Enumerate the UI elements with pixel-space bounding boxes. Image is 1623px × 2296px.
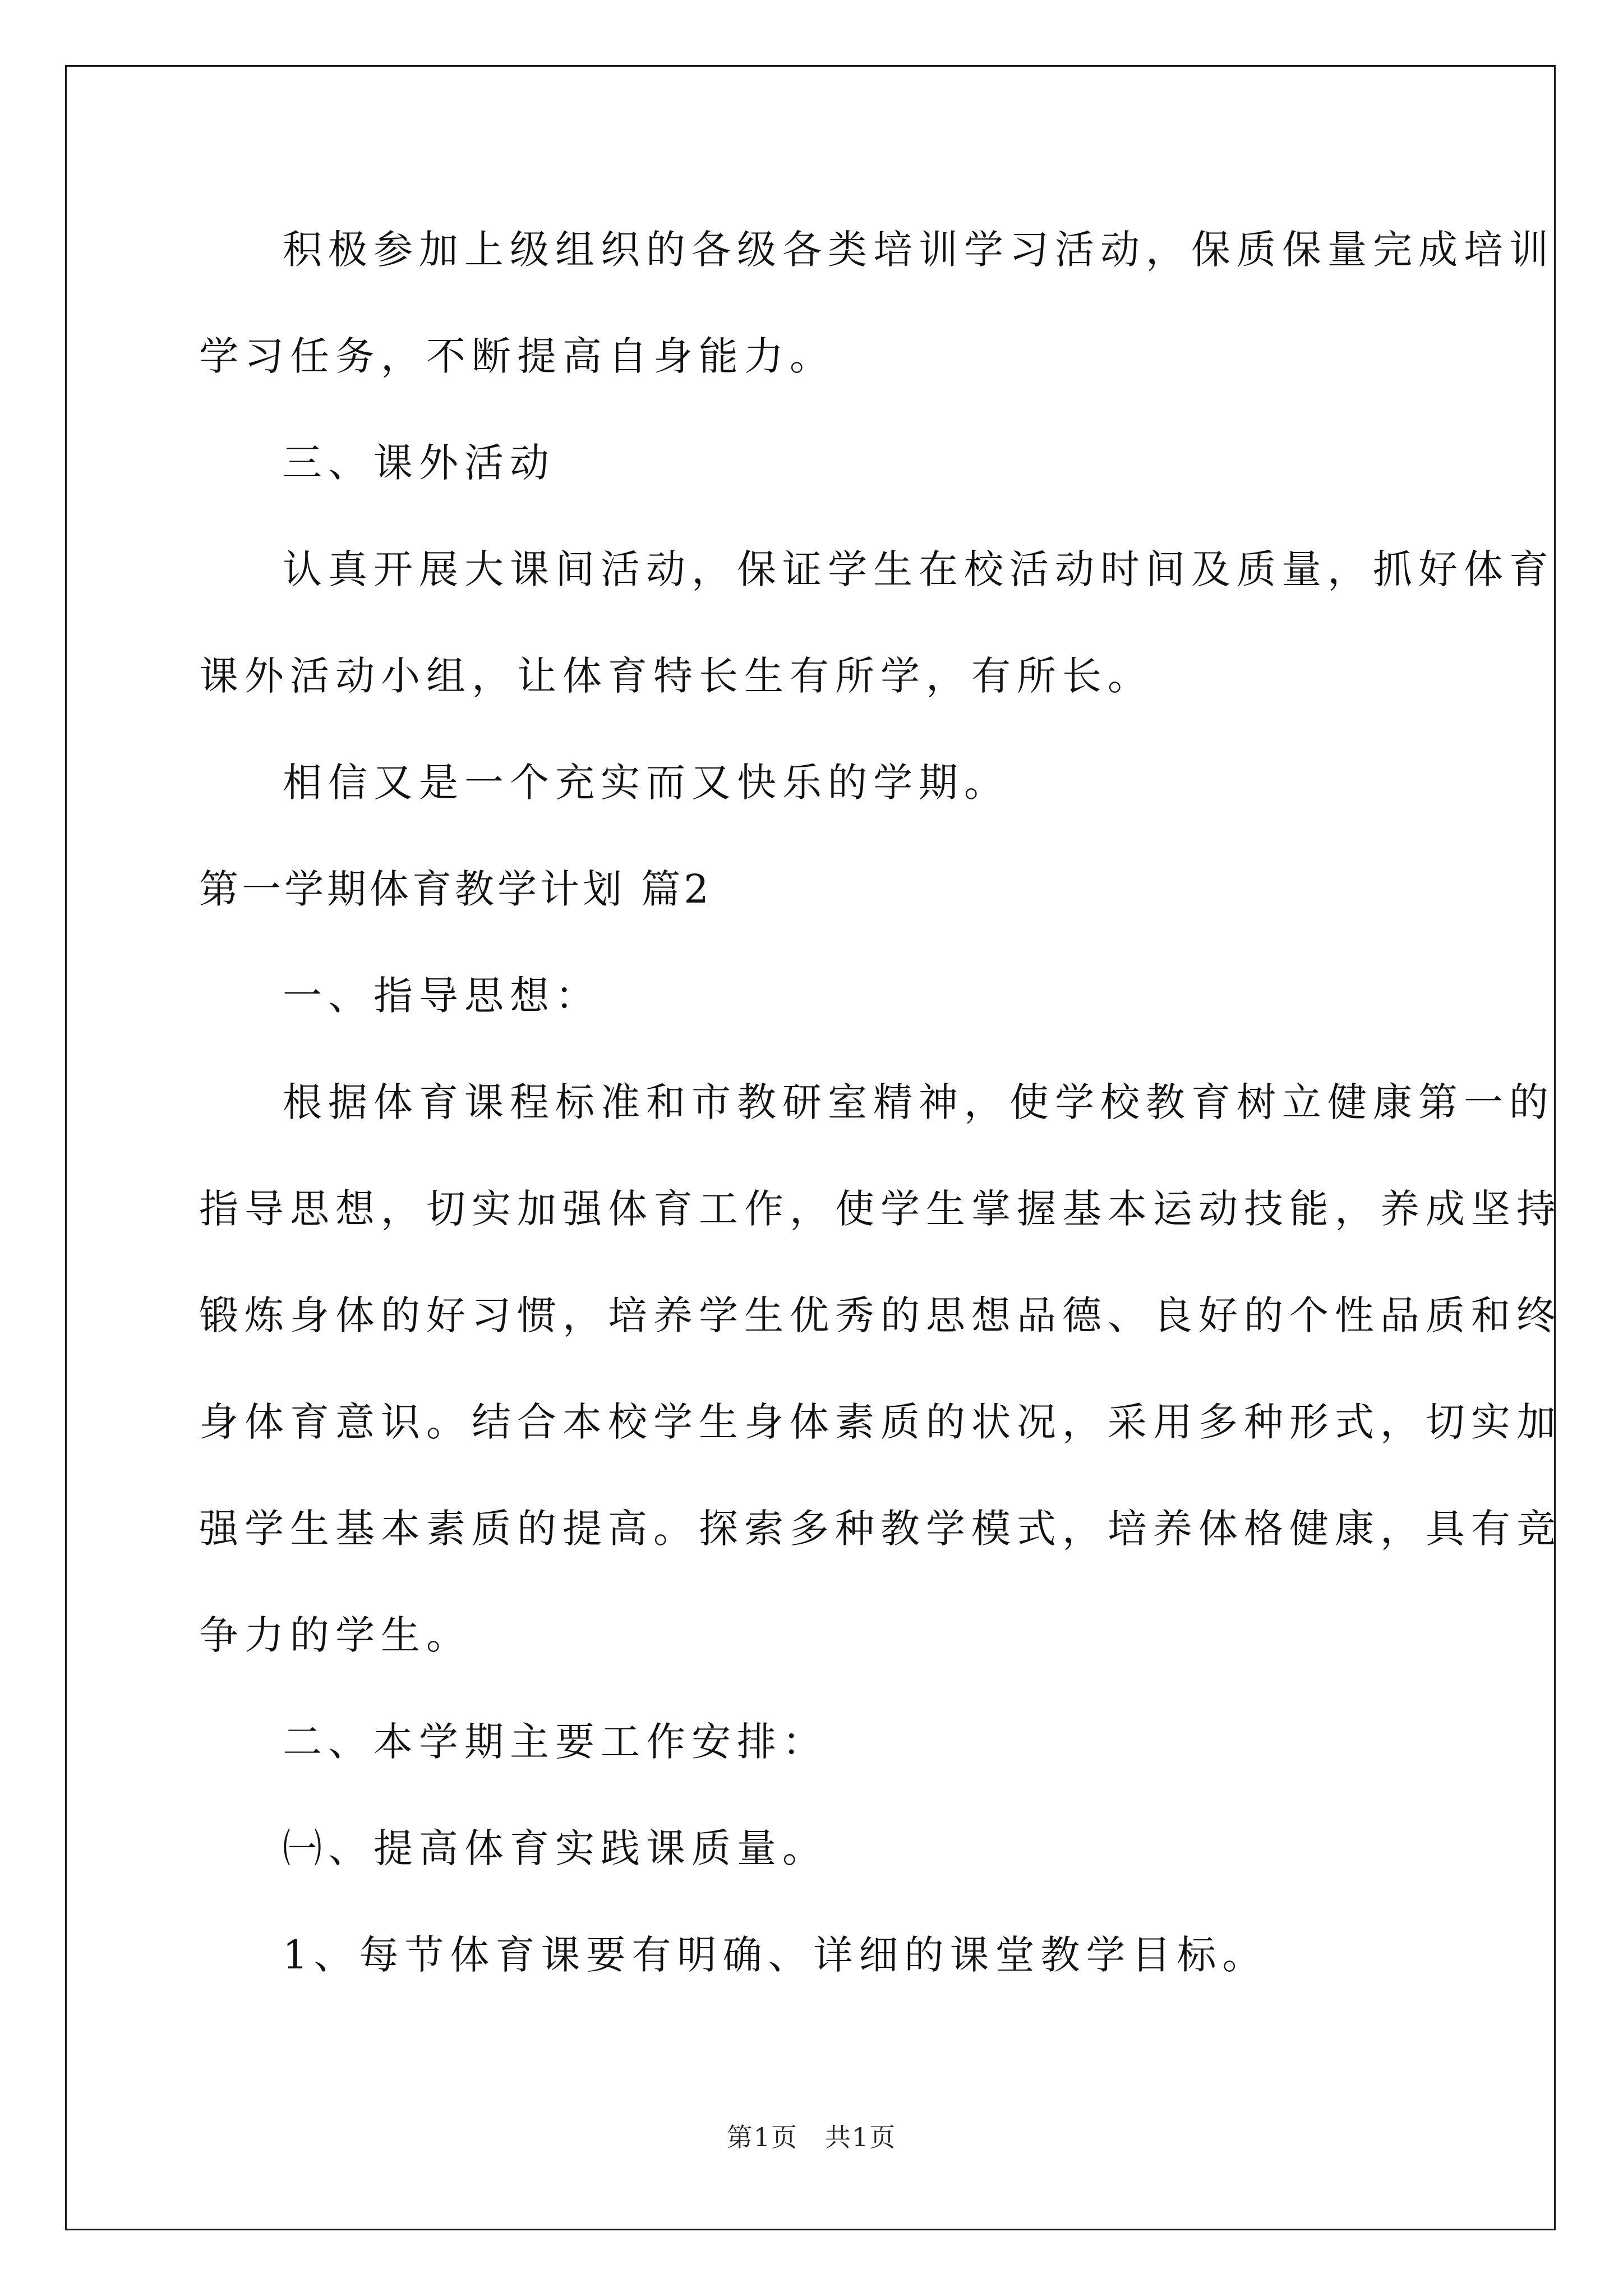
paragraph-line: 学习任务，不断提高自身能力。	[199, 333, 835, 379]
paragraph-line: 指导思想，切实加强体育工作，使学生掌握基本运动技能，养成坚持	[199, 1186, 1562, 1232]
section-heading: 一、指导思想：	[283, 973, 601, 1019]
paragraph-line: 强学生基本素质的提高。探索多种教学模式，培养体格健康，具有竞	[199, 1506, 1562, 1552]
list-item: 1、每节体育课要有明确、详细的课堂教学目标。	[283, 1932, 1268, 1978]
subsection-heading: ㈠、提高体育实践课质量。	[283, 1825, 828, 1871]
section-heading: 三、课外活动	[283, 440, 555, 486]
section-heading: 二、本学期主要工作安排：	[283, 1719, 828, 1765]
paragraph-line: 认真开展大课间活动，保证学生在校活动时间及质量，抓好体育	[283, 546, 1555, 592]
page-number-footer: 第1页 共1页	[726, 2122, 897, 2152]
paragraph-line: 争力的学生。	[199, 1612, 472, 1658]
paragraph-line: 身体育意识。结合本校学生身体素质的状况，采用多种形式，切实加	[199, 1399, 1562, 1445]
paragraph-line: 课外活动小组，让体育特长生有所学，有所长。	[199, 653, 1153, 699]
paragraph-line: 锻炼身体的好习惯，培养学生优秀的思想品德、良好的个性品质和终	[199, 1292, 1562, 1338]
paragraph-line: 相信又是一个充实而又快乐的学期。	[283, 760, 1009, 806]
paragraph-line: 积极参加上级组织的各级各类培训学习活动，保质保量完成培训	[283, 227, 1555, 273]
paragraph-line: 根据体育课程标准和市教研室精神，使学校教育树立健康第一的	[283, 1079, 1555, 1125]
article-title: 第一学期体育教学计划 篇2	[199, 866, 712, 912]
page-frame	[65, 65, 1556, 2230]
